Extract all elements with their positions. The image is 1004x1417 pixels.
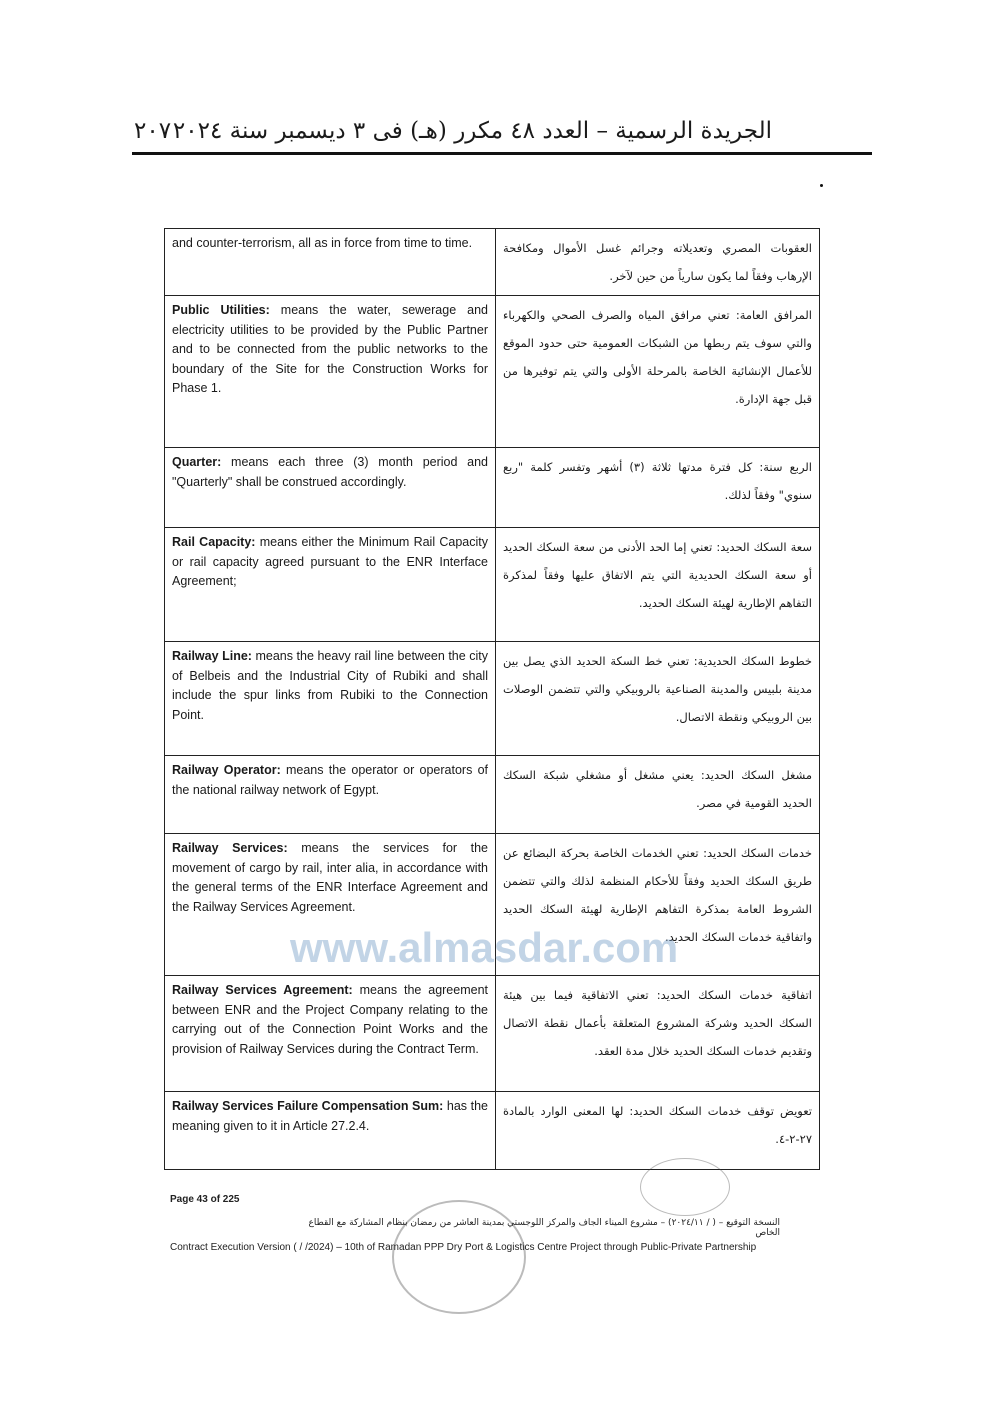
english-cell: Public Utilities: means the water, sewerage and electricity utilities to be provided by the Public Partner and to be connected from the public networks to the boundary of the Site for the Construction Works for Phase 1. [165,296,496,448]
english-cell: Railway Services Failure Compensation Sum: has the meaning given to it in Article 27.2.4. [165,1092,496,1170]
arabic-cell: سعة السكك الحديد: تعني إما الحد الأدنى من سعة السكك الحديد أو سعة السكك الحديدية التي يتم الاتفاق عليها وفقاً لمذكرة التفاهم الإطارية لهيئة السكك الحديد. [496,528,820,642]
page-number: ٢٠٧ [134,118,172,144]
english-cell: Railway Services: means the services for the movement of cargo by rail, inter alia, in accordance with the general terms of the ENR Interface Agreement and the Railway Services Agreement. [165,834,496,976]
arabic-cell: خدمات السكك الحديد: تعني الخدمات الخاصة بحركة البضائع عن طريق السكك الحديد وفقاً للأحكام المنظمة لذلك والتي تتضمن الشروط العامة بمذكرة التفاهم الإطارية لهيئة السكك الحديد واتفاقية خدمات السكك الحديد. [496,834,820,976]
official-seal-icon [392,1200,526,1314]
footer-arabic-line: النسخة التوقيع – ( / ٢٠٢٤/١١) – مشروع الميناء الجاف والمركز اللوجستي بمدينة العاشر من رمضان بنظام المشاركة مع القطاع الخاص [308,1218,780,1238]
footer-page: Page 43 of 225 [170,1194,240,1205]
table-row [165,976,820,1092]
arabic-cell: المرافق العامة: تعني مرافق المياه والصرف الصحي والكهرباء والتي سوف يتم ربطها من الشبكات العمومية حتى حدود الموقع للأعمال الإنشائية الخاصة بالمرحلة الأولى والتي يتم توفيرها من قبل جهة الإدارة. [496,296,820,448]
page-header [132,112,872,155]
watermark-text: www.almasdar.com [290,924,679,971]
table-row [165,834,820,976]
arabic-cell: تعويض توقف خدمات السكك الحديد: لها المعنى الوارد بالمادة ٢٧-٢-٤. [496,1092,820,1170]
table-row [165,229,820,296]
arabic-cell: العقوبات المصري وتعديلاته وجرائم غسل الأموال ومكافحة الإرهاب وفقاً لما يكون سارياً من حين لآخر. [496,229,820,296]
table-row [165,642,820,756]
stray-dot [820,184,823,187]
english-cell: Quarter: means each three (3) month period and "Quarterly" shall be construed accordingly. [165,448,496,528]
table-row [165,296,820,448]
definitions-table [164,228,820,1170]
english-cell: and counter-terrorism, all as in force from time to time. [165,229,496,296]
gazette-title: الجريدة الرسمية – العدد ٤٨ مكرر (هـ) فى ٣ ديسمبر سنة ٢٠٢٤ [172,118,772,144]
footer-version: Contract Execution Version ( / /2024) – 10th of Ramadan PPP Dry Port & Logistics Centre Project through Public-Private Partnership [170,1242,757,1253]
english-cell: Railway Operator: means the operator or operators of the national railway network of Egypt. [165,756,496,834]
arabic-cell: اتفاقية خدمات السكك الحديد: تعني الاتفاقية فيما بين هيئة السكك الحديد وشركة المشروع المتعلقة بأعمال نقطة الاتصال وتقديم خدمات السكك الحديد خلال مدة العقد. [496,976,820,1092]
arabic-cell: الربع سنة: كل فترة مدتها ثلاثة (٣) أشهر وتفسر كلمة "ربع سنوي" وفقاً لذلك. [496,448,820,528]
table-row [165,528,820,642]
table-row [165,1092,820,1170]
english-cell: Railway Line: means the heavy rail line between the city of Belbeis and the Industrial City of Rubiki and shall include the spur links from Rubiki to the Connection Point. [165,642,496,756]
table-row [165,756,820,834]
english-cell: Railway Services Agreement: means the agreement between ENR and the Project Company relating to the carrying out of the Connection Point Works and the provision of Railway Services during the Contract Term. [165,976,496,1092]
arabic-cell: مشغل السكك الحديد: يعني مشغل أو مشغلي شبكة السكك الحديد القومية في مصر. [496,756,820,834]
arabic-cell: خطوط السكك الحديدية: تعني خط السكة الحديد الذي يصل بين مدينة بلبيس والمدينة الصناعية بالروبيكي والتي تتضمن الوصلات بين الروبيكي ونقطة الاتصال. [496,642,820,756]
round-stamp-icon [640,1158,730,1216]
english-cell: Rail Capacity: means either the Minimum Rail Capacity or rail capacity agreed pursuant to the ENR Interface Agreement; [165,528,496,642]
table-row [165,448,820,528]
